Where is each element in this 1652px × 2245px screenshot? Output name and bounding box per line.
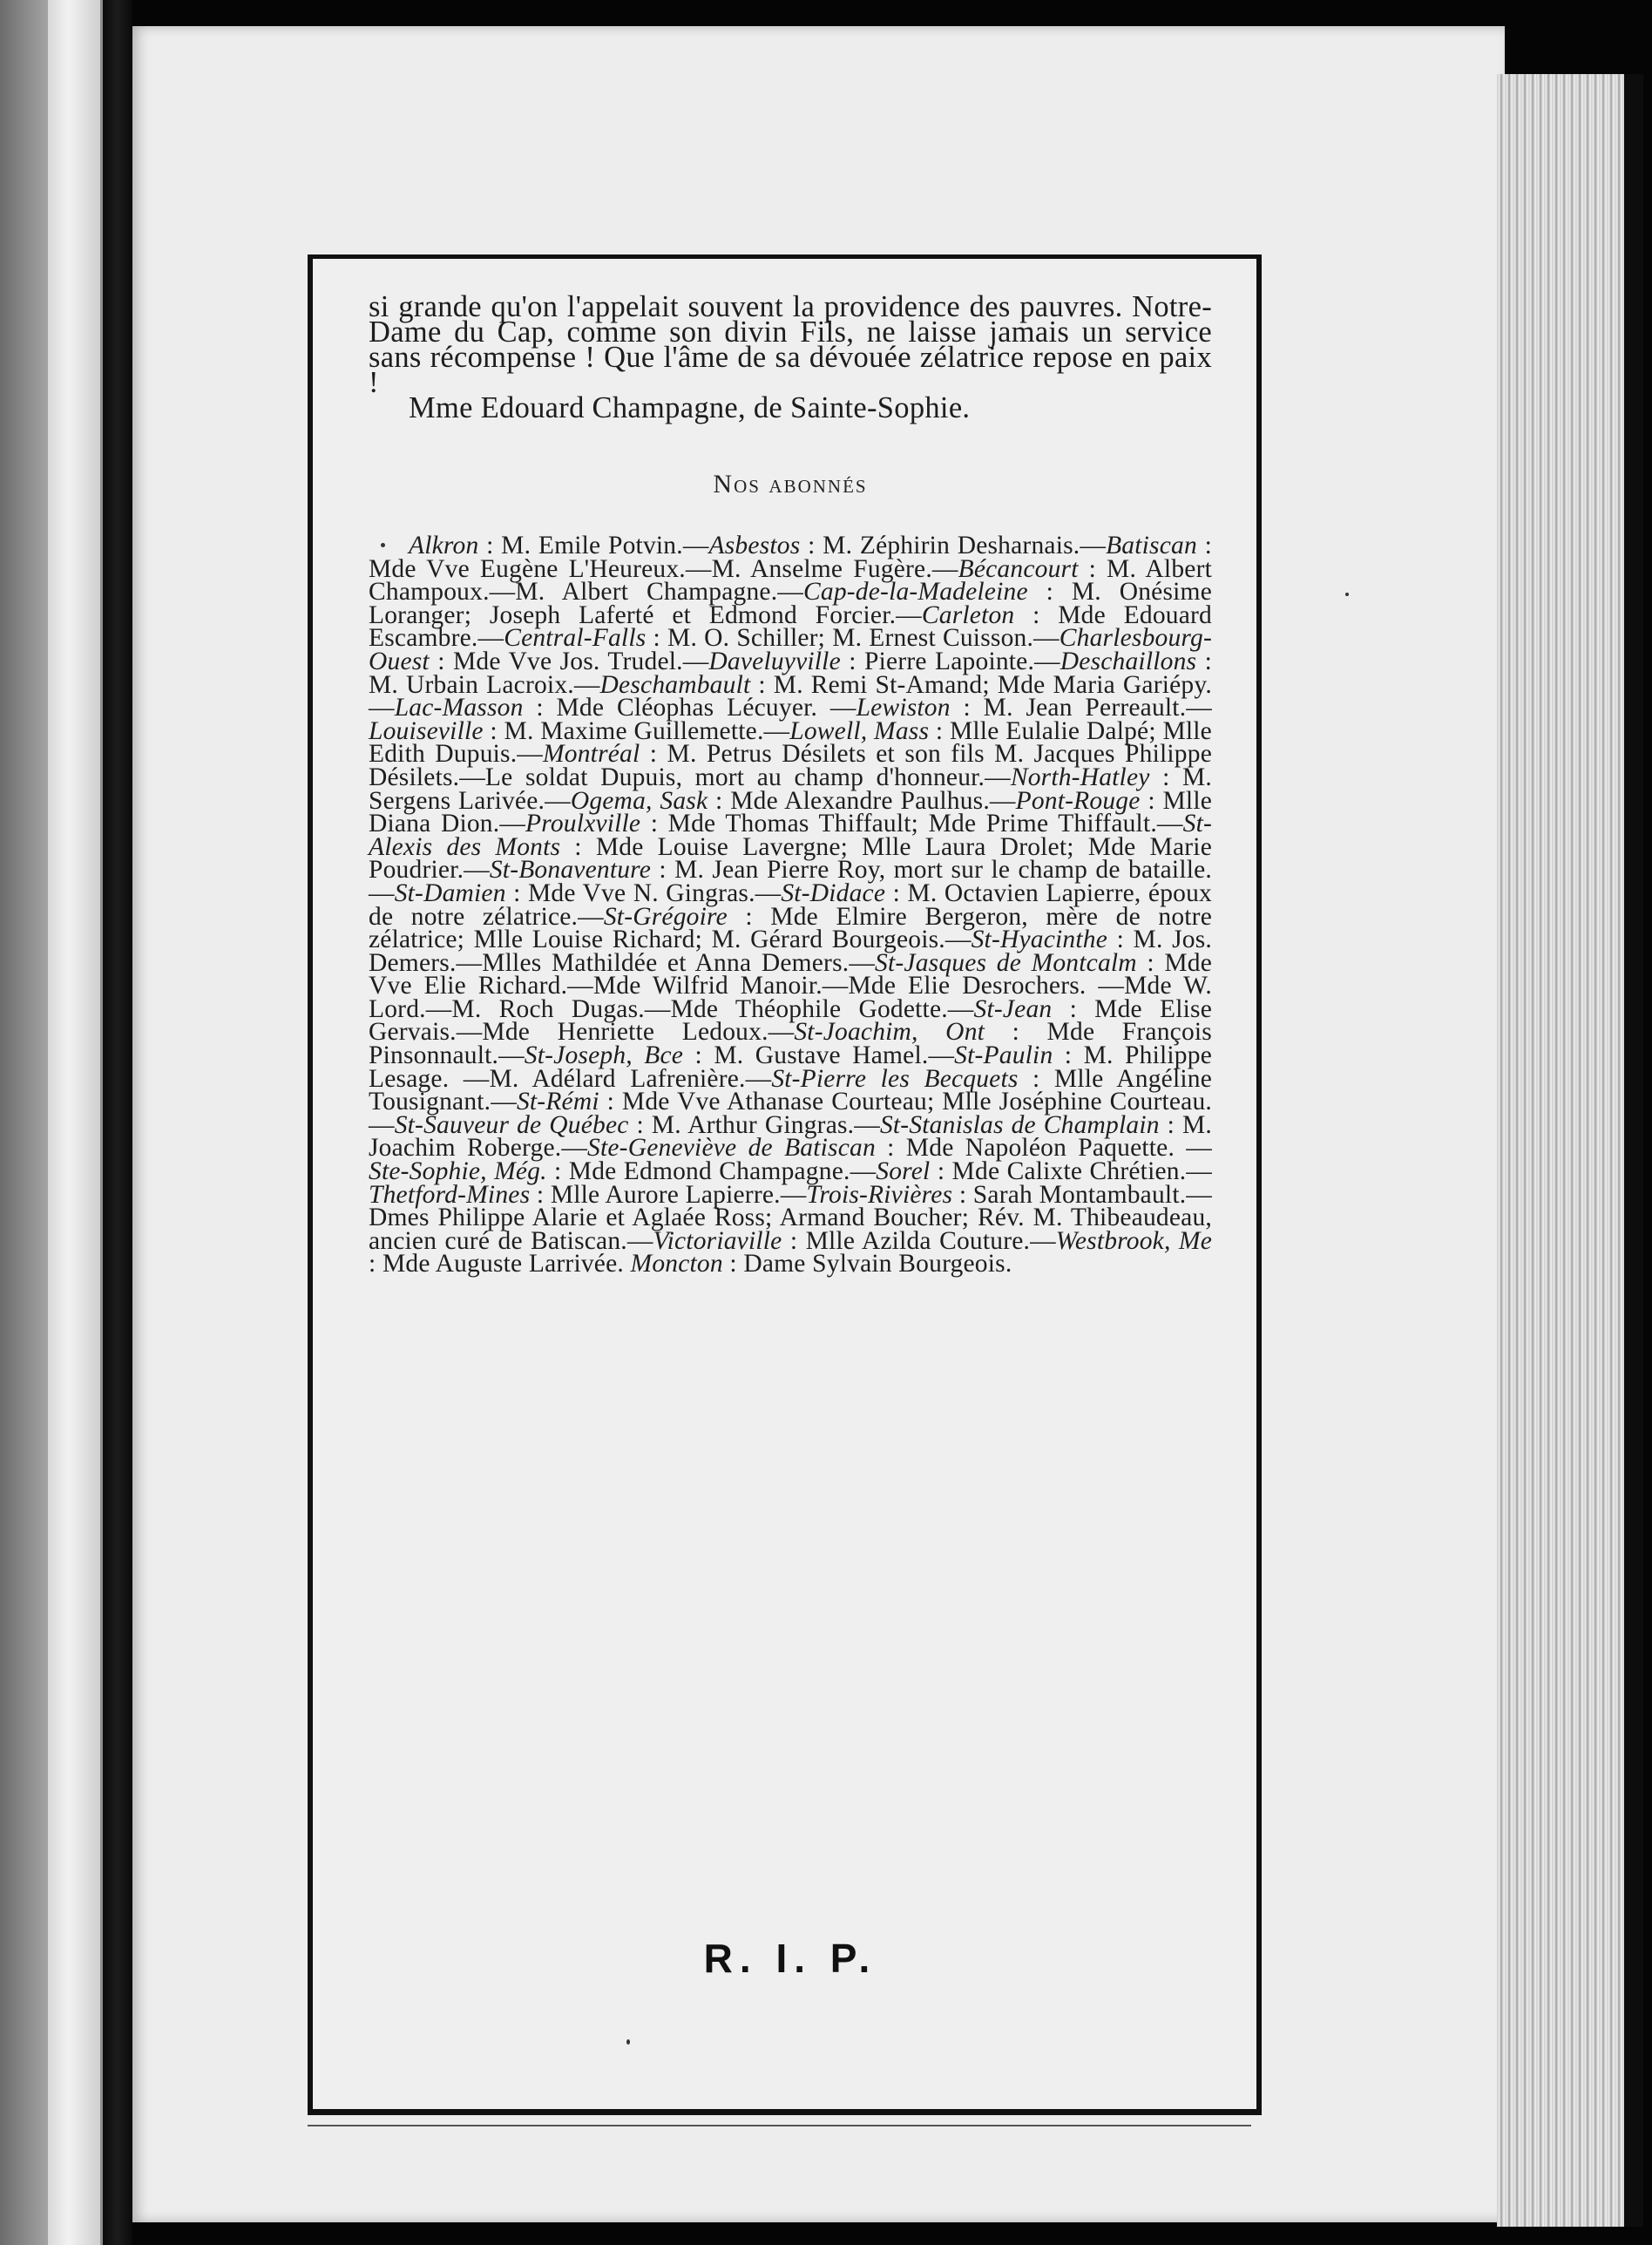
subscriber-names: : M. Philippe Lesage. —M. Adélard Lafrenière.— [369, 1041, 1212, 1093]
subscriber-names: : Pierre Lapointe.— [840, 647, 1060, 675]
subscriber-names: : M. Petrus Désilets et son fils M. Jacques Philippe Désilets.—Le soldat Dupuis, mort au champ d'honneur.— [369, 740, 1212, 791]
subscriber-names: : Mde Louise Lavergne; Mlle Laura Drolet; Mde Marie Poudrier.— [369, 832, 1212, 885]
subscriber-names: : Mlle Angéline Tousignant.— [369, 1064, 1213, 1116]
subscriber-place: Ste-Geneviève de Batiscan [587, 1134, 876, 1163]
subscriber-names: : Mlle Azilda Couture.— [782, 1226, 1056, 1255]
subscriber-place: Pont-Rouge [1015, 786, 1141, 815]
obituary-intro [369, 290, 1212, 424]
subscriber-names: : Mde Napoléon Paquette. — [875, 1134, 1212, 1163]
subscriber-place: Ogema, Sask [570, 786, 708, 815]
subscriber-place: St-Damien [394, 878, 506, 907]
subscriber-place: St-Pierre les Becquets [771, 1064, 1019, 1093]
subscriber-place: St-Paulin [954, 1041, 1053, 1070]
subscriber-place: Ste-Sophie, Még. [369, 1157, 547, 1186]
subscriber-place: St-Jasques de Montcalm [875, 948, 1137, 977]
subscriber-place: St-Joachim, Ont [794, 1018, 985, 1047]
subscriber-place: St-Hyacinthe [971, 926, 1107, 954]
facing-page-edge [0, 0, 103, 2245]
frame-double-rule [308, 2125, 1251, 2126]
subscriber-names: : M. Zéphirin Desharnais.— [800, 532, 1107, 560]
subscriber-names: : Mde Vve Elie Richard.—Mde Wilfrid Manoir.—Mde Elie Desrochers. —Mde W. Lord.—M. Roch Dugas.—Mde Théophile Godette.— [369, 948, 1212, 1023]
subscriber-place: Westbrook, Me [1055, 1226, 1212, 1255]
section-heading: Nos abonnés [713, 470, 868, 499]
subscriber-names: : Mlle Diana Dion.— [369, 786, 1213, 838]
subscriber-place: St-Sauveur de Québec [394, 1110, 629, 1139]
subscriber-place: Alkron [409, 532, 479, 560]
subscriber-names: : M. Gustave Hamel.— [683, 1041, 955, 1070]
subscriber-names: : M. Sergens Larivée.— [369, 763, 1212, 815]
subscriber-place: St-Stanislas de Champlain [879, 1110, 1160, 1139]
subscriber-place: St-Grégoire [603, 902, 728, 931]
subscriber-place: Trois-Rivières [806, 1180, 953, 1209]
subscriber-names: : M. Jean Perreault.— [950, 694, 1212, 722]
subscriber-names: : Mlle Aurore Lapierre.— [530, 1180, 807, 1209]
subscriber-names: : Mde Edmond Champagne.— [546, 1157, 877, 1186]
subscriber-place: Thetford-Mines [369, 1180, 531, 1209]
subscriber-place: St-Rémi [516, 1088, 599, 1116]
subscriber-place: St-Joseph, Bce [524, 1041, 684, 1070]
subscriber-names: : M. Arthur Gingras.— [628, 1110, 880, 1139]
print-speck [1345, 593, 1349, 596]
subscriber-names: : Dame Sylvain Bourgeois. [722, 1250, 1012, 1278]
subscriber-place: Bécancourt [958, 554, 1079, 583]
print-speck [381, 543, 385, 547]
subscriber-place: Cap-de-la-Madeleine [803, 578, 1028, 607]
subscriber-place: St-Jean [973, 994, 1053, 1023]
subscriber-names: : Mde Cléophas Lécuyer. — [523, 694, 856, 722]
subscriber-place: Central-Falls [504, 624, 647, 653]
print-speck [626, 2039, 630, 2045]
subscriber-place: Daveluyville [708, 647, 841, 675]
subscriber-names: : Mde Auguste Larrivée. [369, 1250, 631, 1278]
intro-paragraph: si grande qu'on l'appelait souvent la providence des pauvres. Notre-Dame du Cap, comme son divin Fils, ne laisse jamais un service sans récompense ! Que l'âme de sa dévouée zélatrice repose en paix ! [369, 290, 1212, 399]
subscriber-names: : M. Emile Potvin.— [478, 532, 709, 560]
subscriber-place: Lowell, Mass [789, 716, 930, 745]
subscriber-place: Lewiston [856, 694, 951, 722]
subscriber-names: : M. Urbain Lacroix.— [369, 647, 1212, 699]
subscriber-place: Charlesbourg-Ouest [369, 624, 1212, 675]
subscriber-place: Deschambault [599, 670, 751, 699]
subscriber-names: : M. Onésime Loranger; Joseph Laferté et Edmond Forcier.— [369, 578, 1212, 629]
intro-signature: Mme Edouard Champagne, de Sainte-Sophie. [409, 391, 971, 424]
subscriber-names: : Mde Thomas Thiffault; Mde Prime Thiffault.— [640, 810, 1183, 838]
subscriber-names: : M. Jos. Demers.—Mlles Mathildée et Anna Demers.— [369, 926, 1212, 977]
subscriber-place: Lac-Masson [394, 694, 524, 722]
subscriber-place: Batiscan [1106, 532, 1197, 560]
subscriber-names: : Mde Elmire Bergeron, mère de notre zélatrice; Mlle Louise Richard; M. Gérard Bourgeois.— [369, 902, 1212, 954]
subscriber-place: Moncton [630, 1250, 723, 1278]
subscriber-names: : M. Joachim Roberge.— [369, 1110, 1212, 1163]
subscriber-names: : Mde Edouard Escambre.— [369, 600, 1212, 653]
subscriber-place: Montréal [543, 740, 640, 769]
subscriber-names: : Mde Vve N. Gingras.— [505, 878, 782, 907]
subscriber-names: : M. Octavien Lapierre, époux de notre zélatrice.— [369, 878, 1213, 931]
subscriber-names: : Mde Vve Eugène L'Heureux.—M. Anselme Fugère.— [369, 532, 1212, 583]
subscriber-place: North-Hatley [1010, 763, 1150, 791]
page-stack-edges [1497, 74, 1643, 2227]
subscriber-place: Asbestos [708, 532, 801, 560]
subscriber-names: : Mde Vve Athanase Courteau; Mlle Joséphine Courteau.— [369, 1088, 1212, 1139]
subscriber-names: : M. Maxime Guillemette.— [483, 716, 790, 745]
subscriber-names: : Mde Vve Jos. Trudel.— [429, 647, 709, 675]
subscriber-place: St-Alexis des Monts [369, 810, 1213, 861]
subscriber-list [369, 534, 1212, 1276]
subscriber-names: : M. O. Schiller; M. Ernest Cuisson.— [646, 624, 1060, 653]
subscriber-names: : Mlle Eulalie Dalpé; Mlle Edith Dupuis.— [369, 716, 1212, 769]
subscriber-names: : Mde Calixte Chrétien.— [930, 1157, 1212, 1186]
subscriber-place: St-Bonaventure [489, 856, 652, 885]
subscriber-names: : M. Jean Pierre Roy, mort sur le champ de bataille.— [369, 856, 1212, 907]
subscriber-names: : M. Remi St-Amand; Mde Maria Gariépy.— [369, 670, 1212, 722]
book-gutter [103, 0, 132, 2245]
subscriber-place: Victoriaville [653, 1226, 782, 1255]
subscriber-names: : Mde François Pinsonnault.— [369, 1018, 1212, 1070]
subscriber-names: : Mde Alexandre Paulhus.— [708, 786, 1016, 815]
rip-closing: R. I. P. [703, 1936, 877, 1981]
subscriber-names: : Sarah Montambault.—Dmes Philippe Alarie et Aglaée Ross; Armand Boucher; Rév. M. Thibeaudeau, ancien curé de Batiscan.— [369, 1180, 1212, 1255]
page-content [369, 290, 1213, 1981]
subscriber-place: St-Didace [781, 878, 886, 907]
subscriber-names: : Mde Elise Gervais.—Mde Henriette Ledoux.— [369, 994, 1213, 1047]
subscriber-place: Proulxville [525, 810, 641, 838]
subscriber-names: : M. Albert Champoux.—M. Albert Champagne.— [369, 554, 1212, 607]
subscriber-place: Carleton [921, 600, 1015, 629]
subscriber-place: Louiseville [369, 716, 484, 745]
subscriber-place: Deschaillons [1060, 647, 1197, 675]
subscriber-place: Sorel [876, 1157, 931, 1186]
subscriber-paragraph [369, 534, 1212, 1276]
